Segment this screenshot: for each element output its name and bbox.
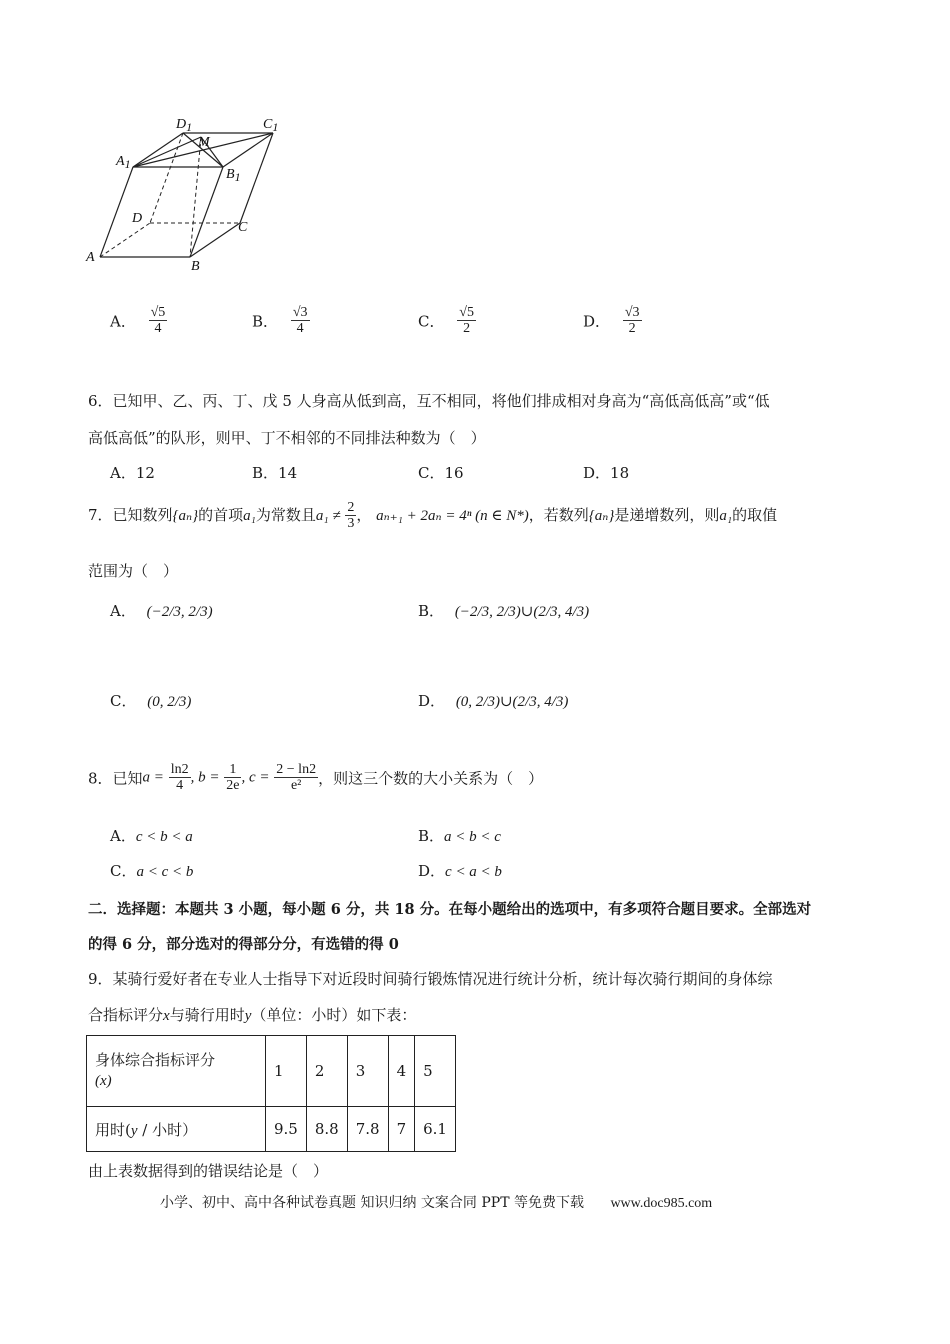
q6-stem-line1: 6．已知甲、乙、丙、丁、戊 5 人身高从低到高，互不相同，将他们排成相对身高为“高低高低高”或“低 — [88, 392, 770, 410]
q5-option-c[interactable]: C． $\frac{√5}{2}$ — [418, 305, 474, 337]
table-cell: 6.1 — [415, 1107, 456, 1152]
label-B: B — [191, 259, 200, 274]
label-A1: A1 — [116, 154, 131, 171]
table-row — [87, 1107, 456, 1152]
q6-stem-line2: 高低高低”的队形，则甲、丁不相邻的不同排法种数为（ ） — [88, 429, 486, 447]
q6-option-b[interactable]: B．14 — [252, 464, 298, 482]
table-cell: 9.5 — [266, 1107, 307, 1152]
label-C: C — [238, 220, 248, 235]
footer-url[interactable]: www.doc985.com — [610, 1196, 713, 1211]
q7-option-a[interactable]: A． (−2/3, 2/3) — [110, 602, 213, 620]
q7-stem-line1: 7．已知数列{aₙ}的首项a₁为常数且a₁ ≠ $\frac{2}{3}$ ， aₙ₊₁ + 2aₙ = 4ⁿ (n ∈ N*)，若数列{aₙ}是递增数列，则a₁的取值 — [88, 500, 778, 532]
table-header-cell: 身体综合指标评分 (x) — [87, 1036, 266, 1107]
q6-option-c[interactable]: C．16 — [418, 464, 464, 482]
label-C1: C1 — [263, 117, 279, 134]
table-cell: 4 — [388, 1036, 415, 1107]
q6-option-a[interactable]: A．12 — [110, 464, 155, 482]
q8-option-a[interactable]: A．c < b < a — [110, 827, 193, 845]
q7-option-d[interactable]: D． (0, 2/3)∪(2/3, 4/3) — [418, 692, 569, 710]
label-B1: B1 — [226, 167, 241, 184]
q8-option-b[interactable]: B．a < b < c — [418, 827, 501, 845]
q7-option-b[interactable]: B． (−2/3, 2/3)∪(2/3, 4/3) — [418, 602, 590, 620]
q8-option-d[interactable]: D．c < a < b — [418, 862, 502, 880]
q9-after-table: 由上表数据得到的错误结论是（ ） — [88, 1162, 329, 1180]
q8-option-c[interactable]: C．a < c < b — [110, 862, 194, 880]
table-row — [87, 1036, 456, 1107]
section2-heading-line1: 二．选择题：本题共 3 小题，每小题 6 分，共 18 分。在每小题给出的选项中，有多项符合题目要求。全部选对 — [88, 901, 812, 918]
q5-option-a[interactable]: A． $\frac{√5}{4}$ — [110, 305, 166, 337]
table-cell: 2 — [306, 1036, 347, 1107]
label-D1: D1 — [176, 117, 193, 134]
table-cell: 5 — [415, 1036, 456, 1107]
parallelepiped-figure — [80, 110, 300, 280]
section2-heading-line2: 的得 6 分，部分选对的得部分分，有选错的得 0 — [88, 936, 399, 953]
q9-data-table — [86, 1035, 456, 1152]
table-cell: 3 — [347, 1036, 388, 1107]
q9-stem-line1: 9．某骑行爱好者在专业人士指导下对近段时间骑行锻炼情况进行统计分析，统计每次骑行期间的身体综 — [88, 970, 773, 988]
q5-option-d[interactable]: D． $\frac{√3}{2}$ — [583, 305, 640, 337]
footer-text: 小学、初中、高中各种试卷真题 知识归纳 文案合同 PPT 等免费下载 — [160, 1195, 584, 1211]
q6-option-d[interactable]: D．18 — [583, 464, 630, 482]
footer — [160, 1192, 712, 1212]
table-cell: 8.8 — [306, 1107, 347, 1152]
q7-stem-line2: 范围为（ ） — [88, 562, 179, 580]
q8-stem: 8．已知a = $\frac{\ln 2}{4}$ , b = $\frac{1}{2e}$ , c = $\frac{2 - \ln 2}{\text{e²}}$ ，则这三个数的大小关系为（ ） — [88, 762, 544, 794]
q9-stem-line2: 合指标评分x与骑行用时y（单位：小时）如下表： — [88, 1006, 417, 1024]
label-A: A — [86, 250, 95, 265]
table-cell: 7.8 — [347, 1107, 388, 1152]
table-cell: 7 — [388, 1107, 415, 1152]
q5-option-b[interactable]: B． $\frac{√3}{4}$ — [252, 305, 308, 337]
q7-option-c[interactable]: C． (0, 2/3) — [110, 692, 192, 710]
label-D: D — [132, 211, 143, 226]
label-M: M — [198, 135, 210, 150]
table-cell: 1 — [266, 1036, 307, 1107]
table-header-cell: 用时(y / 小时） — [87, 1107, 266, 1152]
